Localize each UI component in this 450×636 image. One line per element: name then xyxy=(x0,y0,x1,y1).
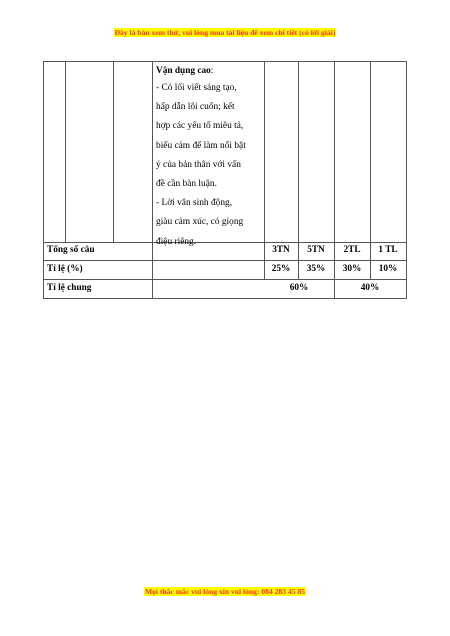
table-border-col2 xyxy=(113,61,114,242)
tong-so-cau-value: 2TL xyxy=(343,245,361,255)
tong-so-cau-value: 1 TL xyxy=(378,245,398,255)
ti-le-value: 25% xyxy=(271,264,291,274)
ti-le-value: 30% xyxy=(342,264,362,274)
ti-le-value: 10% xyxy=(378,264,398,274)
van-dung-cao-heading: Vận dụng cao: xyxy=(156,66,214,76)
table-border-left xyxy=(43,61,44,298)
ti-le-chung-value: 40% xyxy=(360,283,380,293)
row-label-tong-so-cau: Tổng số câu xyxy=(47,245,95,255)
row-label-ti-le-chung: Tỉ lệ chung xyxy=(47,283,92,293)
table-border-right xyxy=(406,61,407,298)
tong-so-cau-value: 5TN xyxy=(307,245,325,255)
row-label-ti-le: Tỉ lệ (%) xyxy=(47,264,83,274)
table-border-col6 xyxy=(334,61,335,298)
table-border-top xyxy=(43,61,407,62)
ti-le-value: 35% xyxy=(306,264,326,274)
table-row-divider xyxy=(43,260,407,261)
table-border-col3 xyxy=(152,61,153,298)
contact-notice: Mọi thắc mắc vui lòng xin vui lòng: 084 283 45 85 xyxy=(144,587,306,596)
table-border-col1 xyxy=(65,61,66,242)
table-row-divider xyxy=(43,279,407,280)
table-border-bottom xyxy=(43,298,407,299)
preview-notice: Đây là bản xem thử, vui lòng mua tài liệu để xem chi tiết (có lời giải) xyxy=(114,28,336,37)
ti-le-chung-value: 60% xyxy=(289,283,309,293)
tong-so-cau-value: 3TN xyxy=(272,245,290,255)
van-dung-cao-description: - Có lối viết sáng tạo, hấp dẫn lôi cuốn; kết hợp các yếu tố miêu tả, biểu cảm để làm nổi bật ý của bản thân với vấn đề cần bàn luận. - Lời văn sinh động, giàu cảm xúc, có giọng điệu riêng. xyxy=(156,83,246,247)
